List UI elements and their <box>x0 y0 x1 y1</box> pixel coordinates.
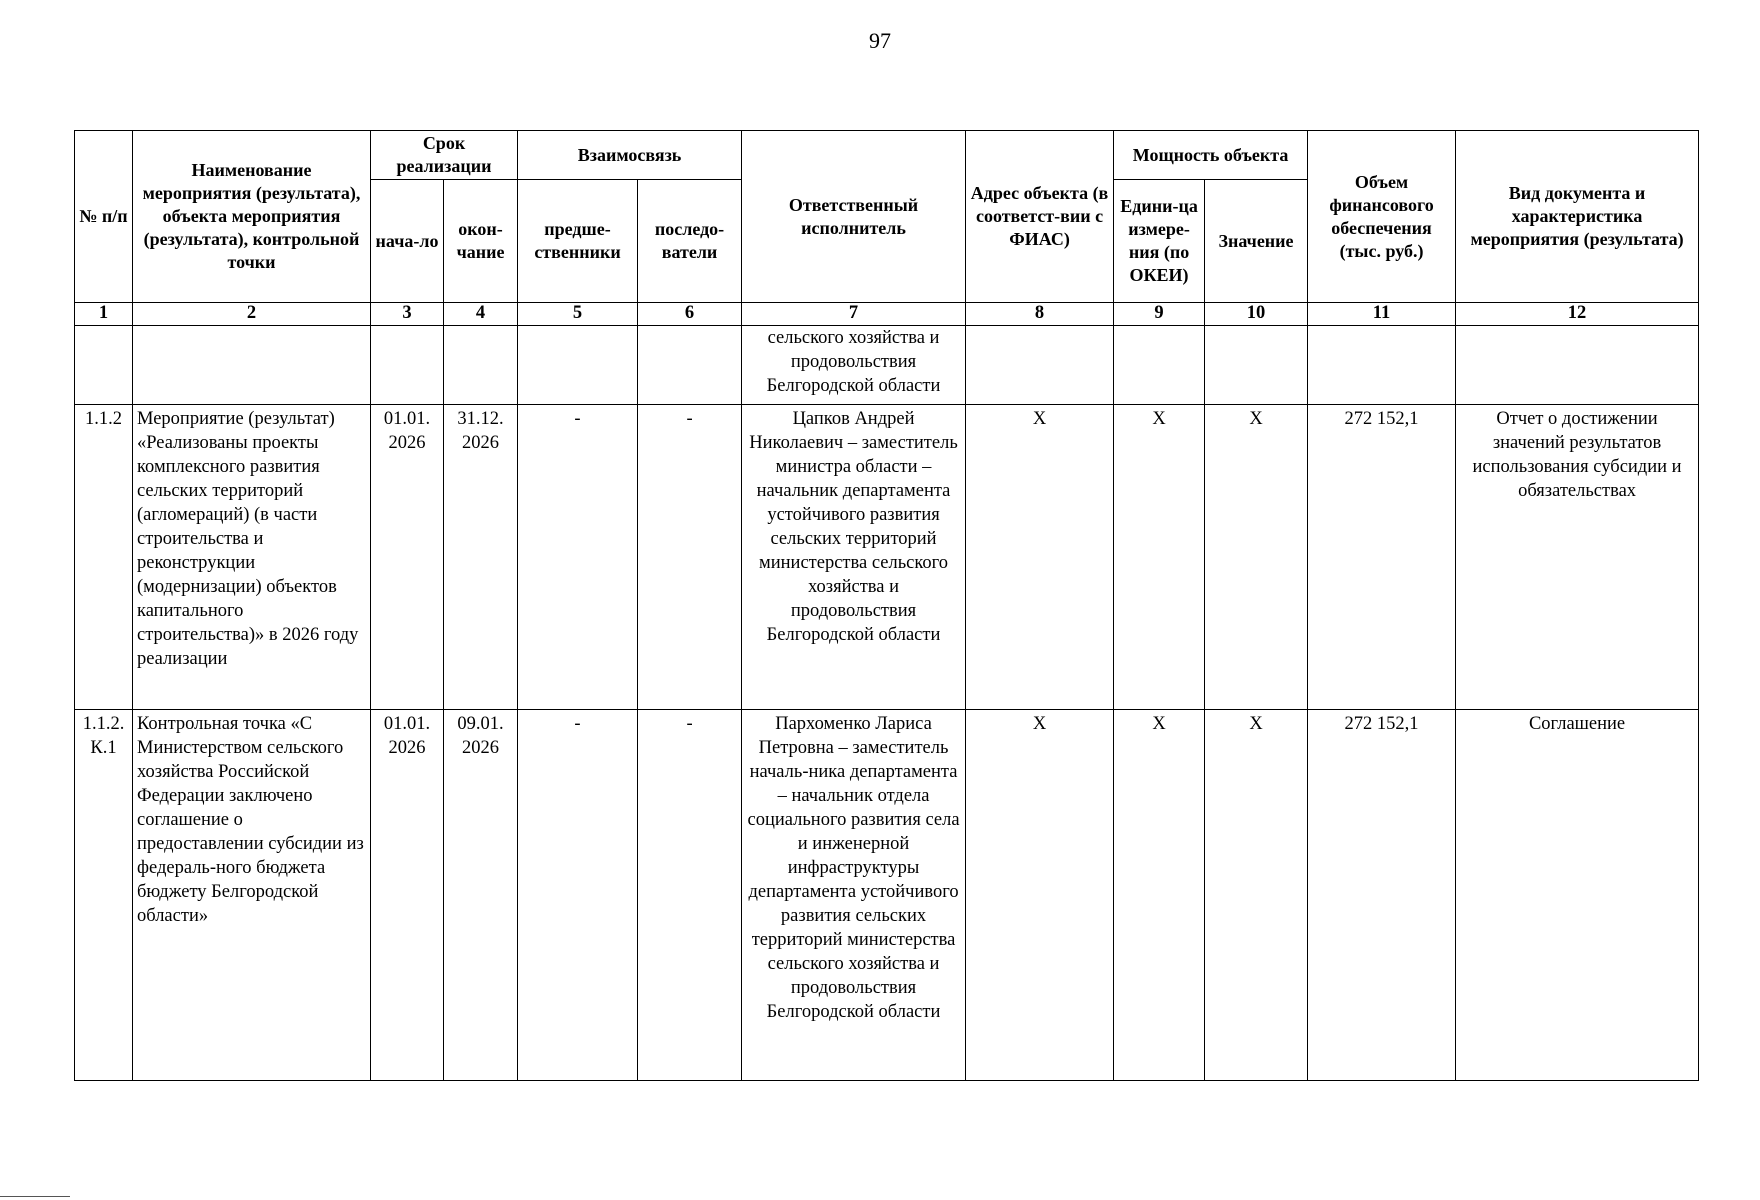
cell-predecessors: - <box>518 405 638 710</box>
cell-num: 1.1.2. К.1 <box>75 710 133 1081</box>
cell-successors: - <box>638 405 742 710</box>
cell-finance: 272 152,1 <box>1308 710 1456 1081</box>
cell-unit: X <box>1114 405 1205 710</box>
cell-num: 1.1.2 <box>75 405 133 710</box>
column-number: 11 <box>1308 303 1456 326</box>
cell-doc: Отчет о достижении значений результатов использования субсидии и обязательствах <box>1456 405 1699 710</box>
header-value: Значение <box>1205 180 1308 303</box>
column-number: 3 <box>371 303 444 326</box>
cell-responsible: Цапков Андрей Николаевич – заместитель министра области – начальник департамента устойчивого развития сельских территорий министерства сельского хозяйства и продовольствия Белгородской области <box>742 405 966 710</box>
cell-successors: - <box>638 710 742 1081</box>
cell-name: Контрольная точка «С Министерством сельского хозяйства Российской Федерации заключено соглашение о предоставлении субсидии из федераль-ного бюджета бюджету Белгородской области» <box>133 710 371 1081</box>
column-number: 7 <box>742 303 966 326</box>
table-row <box>75 405 1699 710</box>
table-row-continuation <box>75 326 1699 405</box>
cell-end: 09.01. 2026 <box>444 710 518 1081</box>
cell-doc: Соглашение <box>1456 710 1699 1081</box>
header-predecessors: предше-ственники <box>518 180 638 303</box>
cell-empty <box>75 326 133 405</box>
cell-unit: X <box>1114 710 1205 1081</box>
cell-empty <box>444 326 518 405</box>
cell-empty <box>638 326 742 405</box>
column-number: 8 <box>966 303 1114 326</box>
cell-finance: 272 152,1 <box>1308 405 1456 710</box>
column-number: 5 <box>518 303 638 326</box>
activities-table <box>74 130 1699 1081</box>
header-capacity: Мощность объекта <box>1114 131 1308 180</box>
cell-address: X <box>966 405 1114 710</box>
cell-empty <box>518 326 638 405</box>
header-successors: последо-ватели <box>638 180 742 303</box>
cell-address: X <box>966 710 1114 1081</box>
header-name: Наименование мероприятия (результата), объекта мероприятия (результата), контрольной точки <box>133 131 371 303</box>
header-doc: Вид документа и характеристика мероприятия (результата) <box>1456 131 1699 303</box>
cell-start: 01.01. 2026 <box>371 710 444 1081</box>
cell-value: X <box>1205 405 1308 710</box>
cell-predecessors: - <box>518 710 638 1081</box>
scan-mark-line <box>0 1196 70 1197</box>
header-period-start: нача-ло <box>371 180 444 303</box>
header-period-end: окон-чание <box>444 180 518 303</box>
column-number: 10 <box>1205 303 1308 326</box>
cell-start: 01.01. 2026 <box>371 405 444 710</box>
cell-empty <box>966 326 1114 405</box>
page-number: 97 <box>869 28 891 53</box>
column-number: 12 <box>1456 303 1699 326</box>
cell-empty <box>1205 326 1308 405</box>
header-address: Адрес объекта (в соответст-вии с ФИАС) <box>966 131 1114 303</box>
header-relation: Взаимосвязь <box>518 131 742 180</box>
column-numbers-row <box>75 303 1699 326</box>
column-number: 4 <box>444 303 518 326</box>
header-unit: Едини-ца измере-ния (по ОКЕИ) <box>1114 180 1205 303</box>
cell-empty <box>1114 326 1205 405</box>
table-row <box>75 710 1699 1081</box>
cell-empty <box>1456 326 1699 405</box>
column-number: 6 <box>638 303 742 326</box>
header-finance: Объем финансового обеспечения (тыс. руб.) <box>1308 131 1456 303</box>
cell-empty <box>371 326 444 405</box>
cell-responsible: Пархоменко Лариса Петровна – заместитель началь-ника департамента – начальник отдела социального развития села и инженерной инфраструктуры департамента устойчивого развития сельских территорий министерства сельского хозяйства и продовольствия Белгородской области <box>742 710 966 1081</box>
cell-name: Мероприятие (результат) «Реализованы проекты комплексного развития сельских территорий (агломераций) (в части строительства и реконструкции (модернизации) объектов капитального строительства)» в 2026 году реализации <box>133 405 371 710</box>
column-number: 2 <box>133 303 371 326</box>
header-period: Срок реализации <box>371 131 518 180</box>
cell-empty <box>133 326 371 405</box>
cell-responsible: сельского хозяйства и продовольствия Белгородской области <box>742 326 966 405</box>
header-num: № п/п <box>75 131 133 303</box>
cell-end: 31.12. 2026 <box>444 405 518 710</box>
column-number: 9 <box>1114 303 1205 326</box>
header-responsible: Ответственный исполнитель <box>742 131 966 303</box>
cell-empty <box>1308 326 1456 405</box>
column-number: 1 <box>75 303 133 326</box>
cell-value: X <box>1205 710 1308 1081</box>
